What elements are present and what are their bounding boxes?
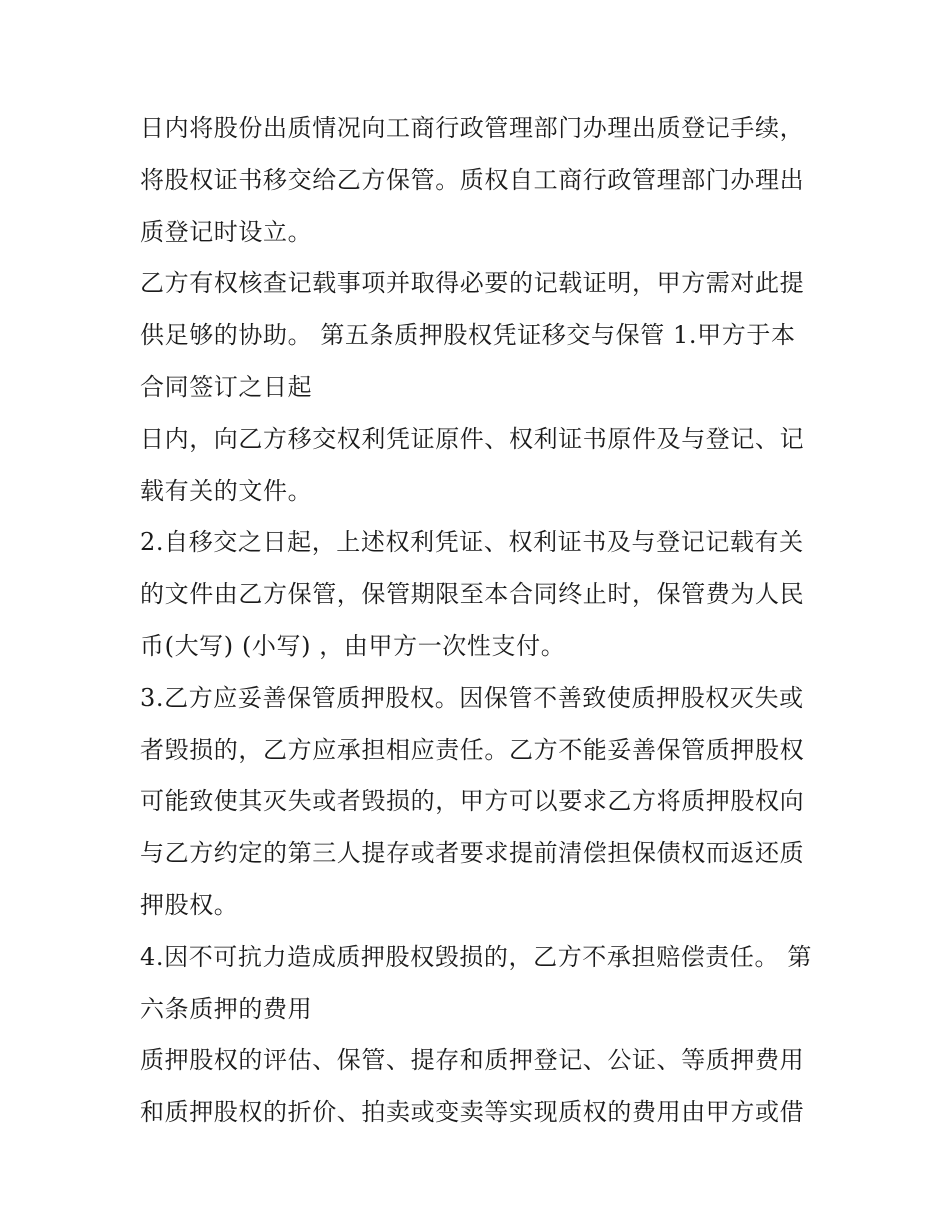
paragraph-fees [140, 1035, 830, 1139]
text-line: 与乙方约定的第三人提存或者要求提前清偿担保债权而返还质 [140, 839, 805, 868]
text-line: 将股权证书移交给乙方保管。质权自工商行政管理部门办理出 [140, 165, 805, 194]
text-line: 质押股权的评估、保管、提存和质押登记、公证、等质押费用 [140, 1046, 805, 1075]
paragraph-transfer-documents [140, 414, 830, 518]
text-line: 的文件由乙方保管，保管期限至本合同终止时，保管费为人民 [140, 580, 805, 609]
text-line: 六条质押的费用 [140, 994, 313, 1023]
paragraph-clause-2 [140, 517, 830, 672]
text-line: 2.自移交之日起，上述权利凭证、权利证书及与登记记载有关 [140, 528, 804, 557]
text-line: 合同签订之日起 [140, 372, 313, 401]
paragraph-clause-3 [140, 673, 830, 932]
text-line: 3.乙方应妥善保管质押股权。因保管不善致使质押股权灭失或 [140, 683, 804, 712]
paragraph-verification [140, 258, 830, 413]
text-line: 者毁损的，乙方应承担相应责任。乙方不能妥善保管质押股权 [140, 735, 805, 764]
text-line: 和质押股权的折价、拍卖或变卖等实现质权的费用由甲方或借 [140, 1098, 805, 1127]
text-line: 日内，向乙方移交权利凭证原件、权利证书原件及与登记、记 [140, 424, 805, 453]
paragraph-registration [140, 103, 830, 258]
text-line: 可能致使其灭失或者毁损的，甲方可以要求乙方将质押股权向 [140, 787, 805, 816]
text-line: 乙方有权核查记载事项并取得必要的记载证明，甲方需对此提 [140, 269, 805, 298]
text-line: 质登记时设立。 [140, 217, 313, 246]
text-line: 日内将股份出质情况向工商行政管理部门办理出质登记手续， [140, 114, 805, 142]
paragraph-clause-4 [140, 932, 830, 1036]
text-line: 币(大写) (小写) ，由甲方一次性支付。 [140, 631, 566, 660]
text-line: 4.因不可抗力造成质押股权毁损的，乙方不承担赔偿责任。 第 [140, 942, 812, 971]
text-line: 押股权。 [140, 890, 239, 919]
text-line: 供足够的协助。 第五条质押股权凭证移交与保管 1.甲方于本 [140, 321, 796, 350]
text-line: 载有关的文件。 [140, 476, 313, 505]
